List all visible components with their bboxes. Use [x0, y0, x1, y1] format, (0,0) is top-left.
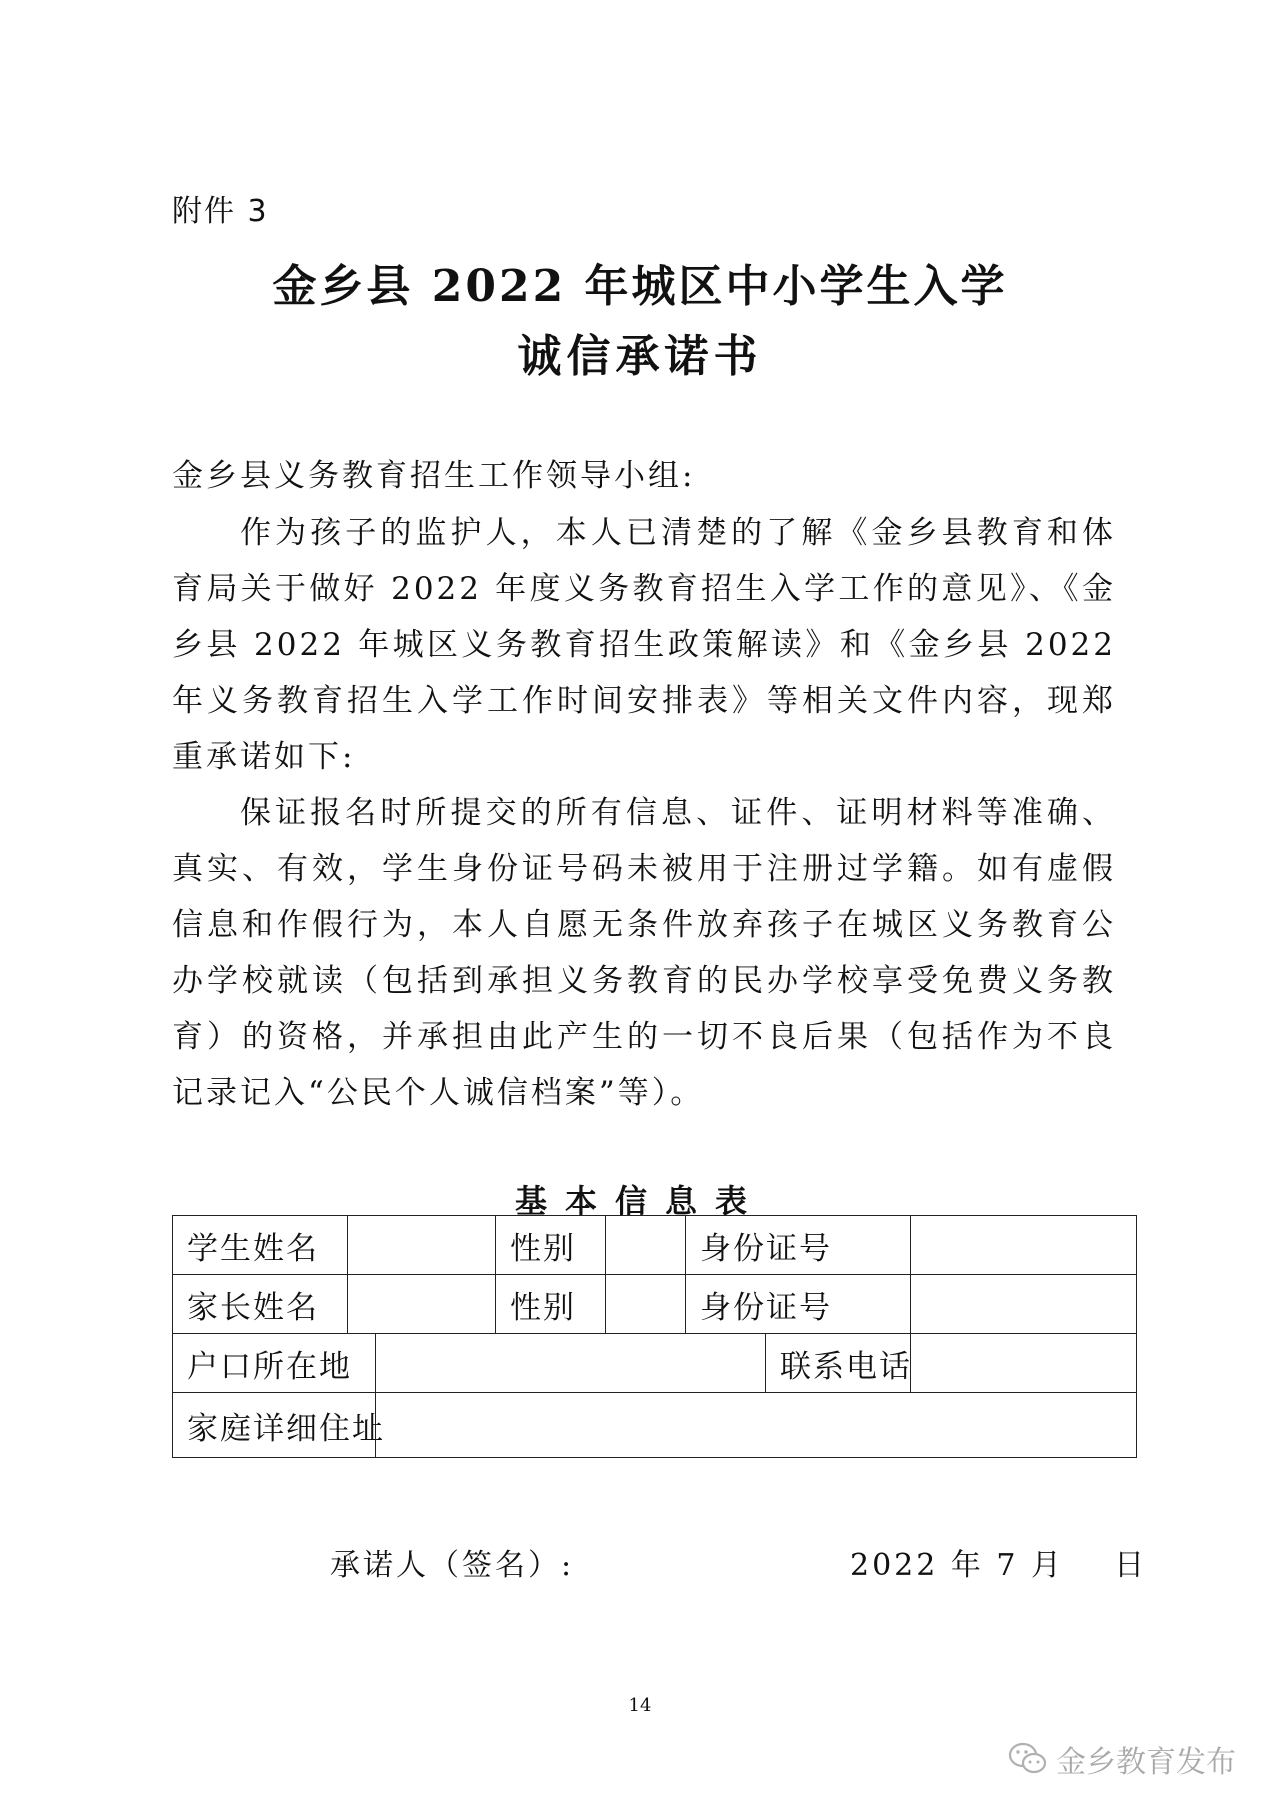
document-title: 金乡县 2022 年城区中小学生入学	[272, 261, 1008, 312]
phone-cell[interactable]	[911, 1334, 1137, 1393]
paragraph-awareness: 作为孩子的监护人，本人已清楚的了解《金乡县教育和体育局关于做好 2022 年度义务教育招生入学工作的意见》、《金乡县 2022 年城区义务教育招生政策解读》和《金乡县 2022 年义务教育招生入学工作时间安排表》等相关文件内容，现郑重承诺如下:	[172, 515, 1116, 775]
student-gender-cell[interactable]	[606, 1216, 686, 1275]
signature-label: 承诺人（签名）:	[330, 1548, 575, 1583]
parent-id-cell[interactable]	[911, 1275, 1137, 1334]
watermark-text: 金乡教育发布	[1056, 1745, 1236, 1780]
student-id-cell[interactable]	[911, 1216, 1137, 1275]
address-label: 家庭详细住址	[173, 1393, 376, 1458]
table-row	[173, 1216, 1137, 1275]
student-id-label: 身份证号	[686, 1216, 911, 1275]
table-caption: 基本信息表	[514, 1182, 765, 1220]
parent-name-label: 家长姓名	[173, 1275, 348, 1334]
parent-id-label: 身份证号	[686, 1275, 911, 1334]
parent-gender-label: 性别	[496, 1275, 606, 1334]
annex-label: 附件 3	[172, 194, 269, 229]
wechat-icon	[1008, 1742, 1048, 1776]
parent-name-cell[interactable]	[348, 1275, 496, 1334]
household-cell[interactable]	[376, 1334, 766, 1393]
watermark	[1008, 1737, 1236, 1781]
address-cell[interactable]	[376, 1393, 1137, 1458]
table-row	[173, 1393, 1137, 1458]
page-number: 14	[628, 1695, 652, 1716]
document-subtitle: 诚信承诺书	[517, 331, 763, 382]
date-line: 2022 年 7 月 日	[850, 1548, 1148, 1583]
student-name-label: 学生姓名	[173, 1216, 348, 1275]
basic-info-table	[172, 1215, 1137, 1458]
phone-label: 联系电话	[766, 1334, 911, 1393]
parent-gender-cell[interactable]	[606, 1275, 686, 1334]
household-label: 户口所在地	[173, 1334, 376, 1393]
student-name-cell[interactable]	[348, 1216, 496, 1275]
paragraph-guarantee: 保证报名时所提交的所有信息、证件、证明材料等准确、真实、有效，学生身份证号码未被用于注册过学籍。如有虚假信息和作假行为，本人自愿无条件放弃孩子在城区义务教育公办学校就读（包括到承担义务教育的民办学校享受免费义务教育）的资格，并承担由此产生的一切不良后果（包括作为不良记录记入“公民个人诚信档案”等）。	[172, 795, 1116, 1111]
student-gender-label: 性别	[496, 1216, 606, 1275]
table-row	[173, 1275, 1137, 1334]
addressee: 金乡县义务教育招生工作领导小组:	[172, 458, 696, 494]
table-row	[173, 1334, 1137, 1393]
